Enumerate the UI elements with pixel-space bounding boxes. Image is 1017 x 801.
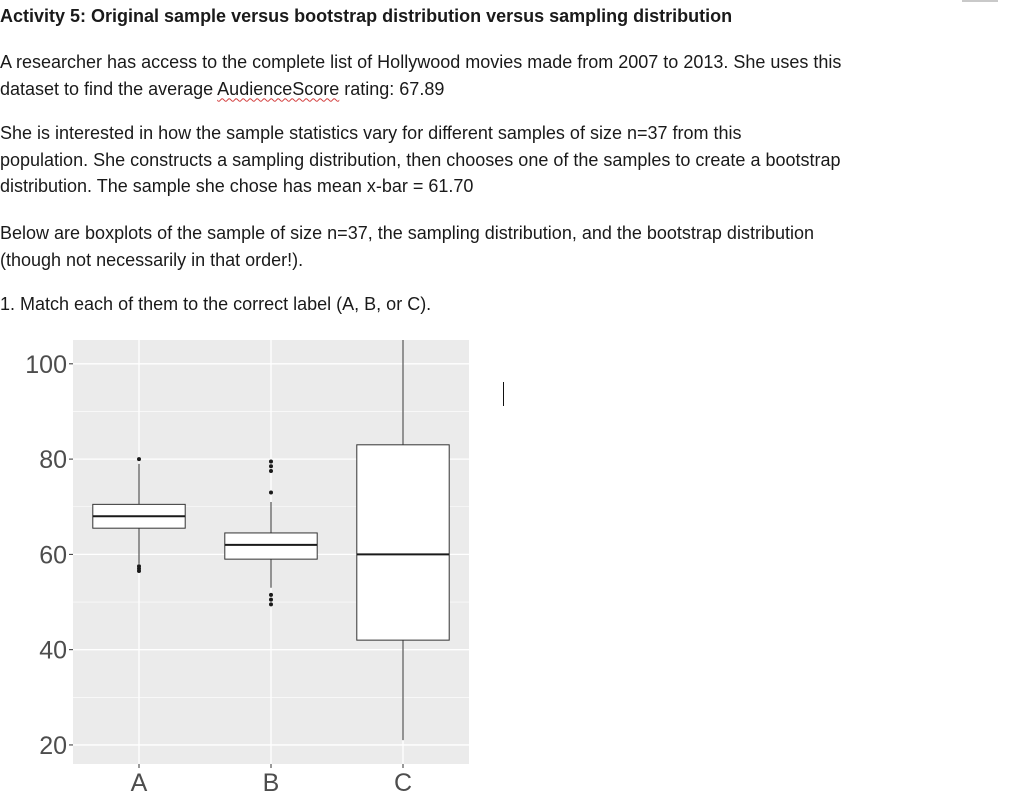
text-line bbox=[0, 76, 841, 103]
outlier-point bbox=[137, 564, 141, 568]
boxplot-chart bbox=[0, 330, 480, 801]
outlier-point bbox=[269, 469, 273, 473]
window-corner-mark bbox=[962, 0, 998, 2]
text-line: population. She constructs a sampling distribution, then chooses one of the samples to create a bootstrap bbox=[0, 149, 841, 170]
text-line: 1. Match each of them to the correct label (A, B, or C). bbox=[0, 294, 432, 314]
outlier-point bbox=[269, 459, 273, 463]
x-tick-label: A bbox=[130, 769, 148, 797]
question-1 bbox=[0, 291, 431, 318]
outlier-point bbox=[269, 593, 273, 597]
text-line: Below are boxplots of the sample of size n=37, the sampling distribution, and the bootstrap distribution bbox=[0, 223, 814, 243]
x-tick-label: C bbox=[393, 769, 413, 797]
text-run: rating: 67.89 bbox=[339, 78, 445, 99]
y-tick-label: 60 bbox=[39, 541, 67, 570]
y-tick-label: 100 bbox=[25, 350, 67, 379]
outlier-point bbox=[269, 464, 273, 468]
x-tick-label: B bbox=[262, 769, 280, 797]
paragraph-population bbox=[0, 49, 841, 102]
y-tick-label: 20 bbox=[39, 731, 67, 760]
outlier-point bbox=[269, 490, 273, 494]
paragraph-boxplots-intro bbox=[0, 220, 814, 273]
text-line: (though not necessarily in that order!). bbox=[0, 249, 304, 270]
text-line: A researcher has access to the complete list of Hollywood movies made from 2007 to 2013. She uses this bbox=[0, 52, 842, 72]
spellcheck-word[interactable]: AudienceScore bbox=[217, 78, 340, 99]
text-line: distribution. The sample she chose has mean x-bar = 61.70 bbox=[0, 176, 474, 196]
iqr-box bbox=[357, 445, 449, 640]
outlier-point bbox=[269, 602, 273, 606]
y-tick-label: 40 bbox=[39, 636, 67, 665]
text-run: dataset to find the average bbox=[0, 78, 218, 99]
outlier-point bbox=[137, 457, 141, 461]
text-cursor bbox=[503, 382, 504, 406]
iqr-box bbox=[225, 533, 317, 559]
text-line: She is interested in how the sample statistics vary for different samples of size n=37 from this bbox=[0, 123, 742, 143]
paragraph-sampling bbox=[0, 120, 841, 200]
activity-title: Activity 5: Original sample versus bootstrap distribution versus sampling distribution bbox=[0, 6, 733, 26]
outlier-point bbox=[269, 598, 273, 602]
y-tick-label: 80 bbox=[39, 446, 67, 475]
